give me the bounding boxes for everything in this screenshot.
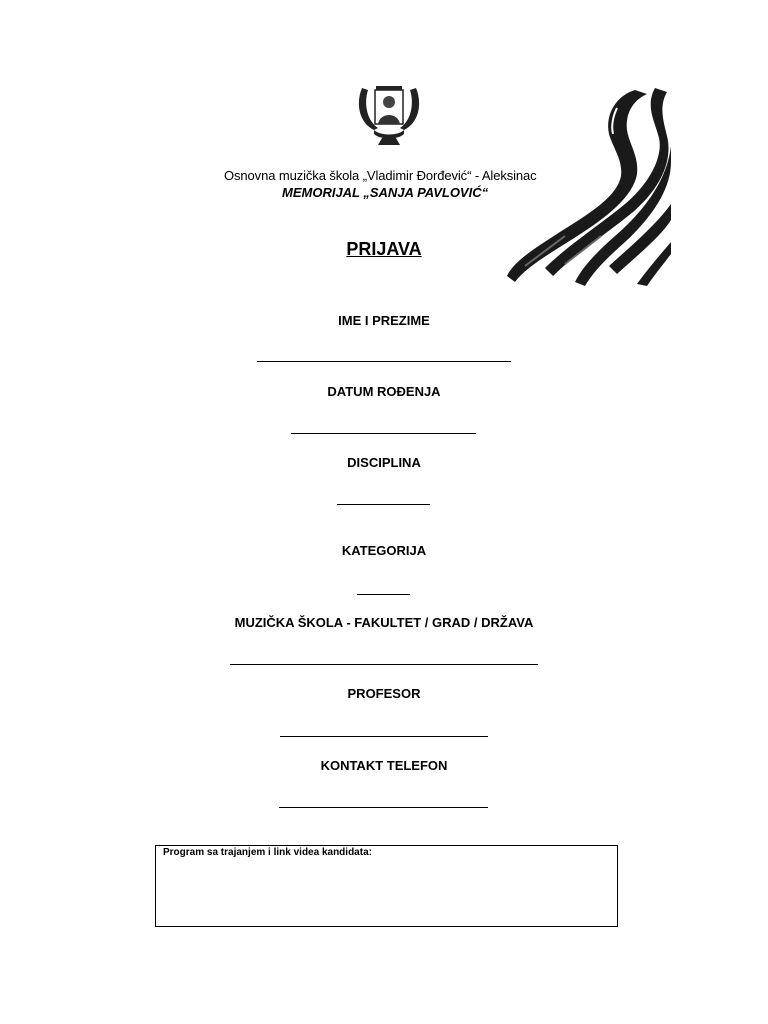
field-label-name: IME I PREZIME: [338, 313, 430, 328]
field-line-professor[interactable]: [280, 736, 488, 737]
program-label: Program sa trajanjem i link videa kandidata:: [163, 847, 372, 858]
school-name: Osnovna muzička škola „Vladimir Đorđević“ - Aleksinac: [224, 168, 537, 183]
field-line-birthdate[interactable]: [291, 433, 476, 434]
field-label-category: KATEGORIJA: [341, 543, 427, 558]
field-label-school: MUZIČKA ŠKOLA - FAKULTET / GRAD / DRŽAVA: [234, 615, 534, 630]
field-label-professor: PROFESOR: [347, 686, 421, 701]
school-logo-lyre-icon: [356, 84, 422, 146]
field-label-discipline: DISCIPLINA: [347, 455, 421, 470]
field-line-category[interactable]: [357, 594, 410, 595]
page-title: PRIJAVA: [346, 239, 422, 259]
field-label-phone: KONTAKT TELEFON: [320, 758, 448, 773]
field-line-school[interactable]: [230, 664, 538, 665]
memorial-name: MEMORIJAL „SANJA PAVLOVIĆ“: [282, 185, 489, 200]
piano-keys-decoration: [505, 86, 671, 288]
field-line-phone[interactable]: [279, 807, 488, 808]
field-line-discipline[interactable]: [337, 504, 430, 505]
field-label-birthdate: DATUM ROĐENJA: [327, 384, 441, 399]
program-textbox[interactable]: [155, 845, 618, 927]
field-line-name[interactable]: [257, 361, 511, 362]
